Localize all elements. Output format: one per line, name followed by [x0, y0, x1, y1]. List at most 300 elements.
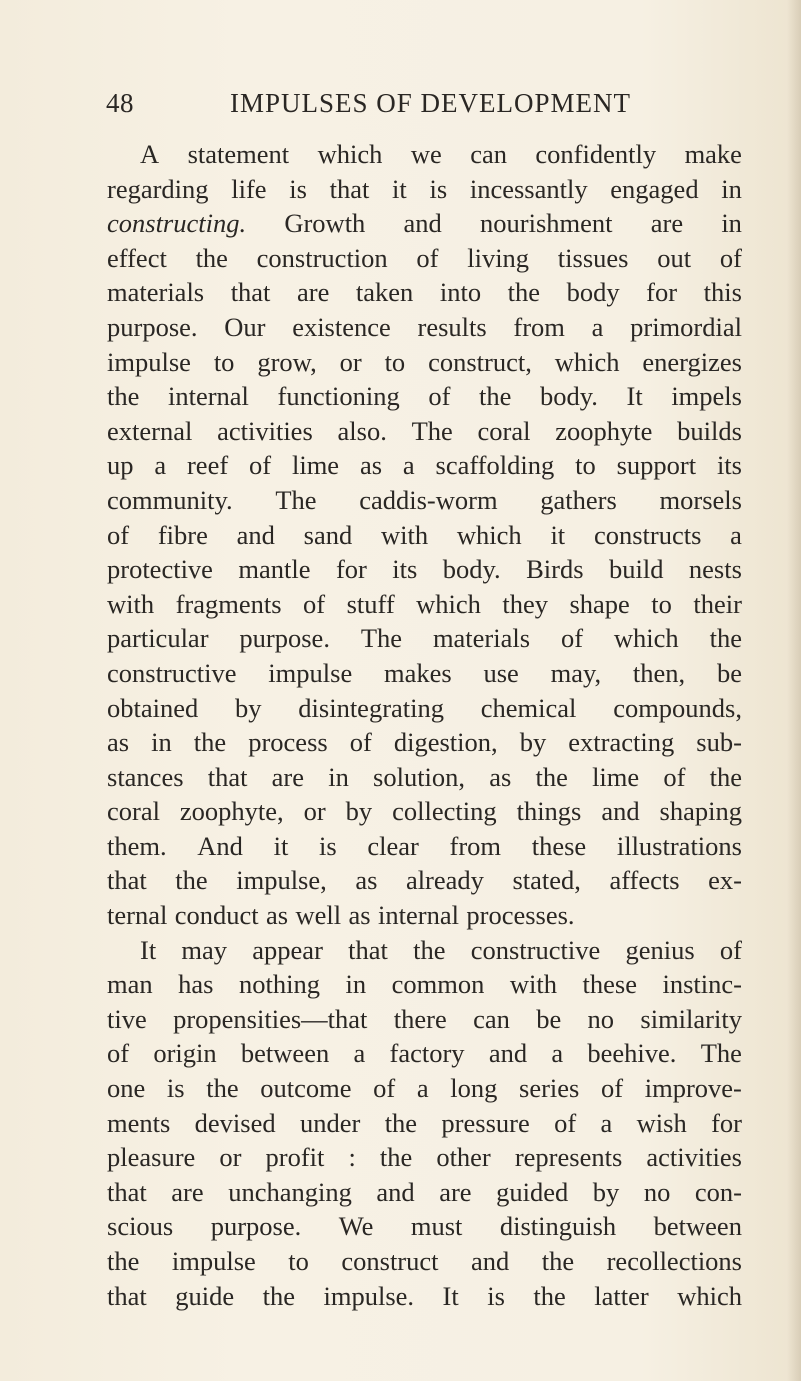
- word: of: [428, 381, 451, 412]
- word: impulse,: [236, 865, 327, 896]
- word: of: [373, 1073, 396, 1104]
- word: scious: [107, 1211, 174, 1242]
- word: scaffolding: [435, 450, 555, 481]
- text-line: [107, 518, 742, 553]
- word: be: [536, 1003, 562, 1034]
- word: it: [273, 830, 289, 861]
- word: a: [154, 450, 167, 481]
- word: of: [719, 242, 742, 273]
- word: the: [195, 242, 228, 273]
- word: incessantly: [469, 173, 588, 204]
- word: We: [338, 1211, 374, 1242]
- word: may: [181, 934, 228, 965]
- word: compounds,: [613, 692, 742, 723]
- word: energizes: [642, 346, 742, 377]
- word: tissues: [557, 242, 629, 273]
- word: in: [151, 727, 172, 758]
- text-line: [107, 863, 742, 898]
- word: which: [554, 346, 620, 377]
- word: are: [297, 277, 330, 308]
- word: internal: [378, 900, 459, 931]
- word: for: [646, 277, 678, 308]
- text-line: [107, 241, 742, 276]
- word: a: [353, 1038, 366, 1069]
- word: ternal: [107, 900, 168, 931]
- word: one: [107, 1073, 146, 1104]
- word: a: [600, 1107, 613, 1138]
- text-line: [107, 967, 742, 1002]
- word: ex-: [708, 865, 742, 896]
- text-line: [107, 552, 742, 587]
- word: It: [442, 1280, 459, 1311]
- word: under: [299, 1107, 361, 1138]
- word: stuff: [346, 588, 395, 619]
- word: of: [601, 1073, 624, 1104]
- running-head: IMPULSES OF DEVELOPMENT: [230, 88, 632, 118]
- word: of: [107, 519, 130, 550]
- word: The: [700, 1038, 742, 1069]
- word: that: [230, 277, 271, 308]
- word: is: [166, 1073, 185, 1104]
- word: that: [107, 1280, 147, 1311]
- word: constructive: [470, 934, 601, 965]
- text-line: [107, 1244, 742, 1279]
- word: chemical: [480, 692, 577, 723]
- word: confidently: [535, 139, 657, 169]
- text-line: [107, 898, 742, 933]
- word: these: [582, 969, 637, 1000]
- word: reef: [186, 450, 229, 481]
- word: latter: [594, 1280, 649, 1311]
- word: origin: [153, 1038, 217, 1069]
- word: distinguish: [499, 1211, 617, 1242]
- word: be: [716, 657, 742, 688]
- word: impulse.: [323, 1280, 415, 1311]
- word: obtained: [107, 692, 199, 723]
- word: to: [575, 450, 596, 481]
- word: other: [436, 1142, 491, 1173]
- word: by: [235, 692, 262, 723]
- word: or: [339, 346, 362, 377]
- text-line: [107, 1279, 742, 1314]
- word: The: [411, 415, 453, 446]
- word: that: [348, 934, 388, 965]
- word: purpose.: [107, 311, 198, 342]
- word: the: [193, 727, 227, 758]
- word: no: [643, 1176, 671, 1207]
- word: improve-: [644, 1073, 742, 1104]
- word: nests: [688, 554, 742, 585]
- word: in: [328, 761, 349, 792]
- word: or: [219, 1142, 242, 1173]
- word: nothing: [238, 969, 320, 1000]
- word: which: [416, 588, 481, 619]
- word: a: [551, 1038, 564, 1069]
- word: its: [392, 554, 418, 585]
- word: of: [560, 623, 584, 654]
- word: And: [197, 830, 243, 861]
- word: stances: [107, 761, 184, 792]
- word: propensities—that: [173, 1003, 368, 1034]
- word: fragments: [175, 588, 282, 619]
- word: they: [502, 588, 549, 619]
- word: by: [592, 1176, 620, 1207]
- word: the: [107, 381, 140, 412]
- word: the: [262, 1280, 295, 1311]
- word: fibre: [157, 519, 208, 550]
- word: It: [626, 381, 643, 412]
- word: which: [613, 623, 679, 654]
- word: outcome: [260, 1073, 352, 1104]
- word: constructing.: [107, 208, 247, 239]
- word: Our: [224, 311, 266, 342]
- word: existence: [292, 311, 391, 342]
- word: conduct: [174, 900, 259, 931]
- text-line: [107, 1071, 742, 1106]
- word: functioning: [277, 381, 400, 412]
- word: factory: [389, 1038, 465, 1069]
- word: grow,: [257, 346, 317, 377]
- word: it: [550, 519, 566, 550]
- word: body: [566, 277, 620, 308]
- text-line: [107, 275, 742, 310]
- word: of: [107, 1038, 130, 1069]
- word: also.: [337, 415, 387, 446]
- word: a: [416, 1073, 429, 1104]
- word: in: [721, 208, 742, 239]
- word: which: [677, 1280, 742, 1311]
- word: collecting: [392, 796, 497, 827]
- word: materials: [432, 623, 531, 654]
- word: gathers: [540, 484, 617, 515]
- word: things: [516, 796, 582, 827]
- word: as: [266, 900, 289, 931]
- word: the: [535, 761, 568, 792]
- word: by: [345, 796, 373, 827]
- word: con-: [694, 1176, 742, 1207]
- word: guide: [175, 1280, 235, 1311]
- word: living: [467, 242, 530, 273]
- text-line: [107, 1036, 742, 1071]
- word: guided: [496, 1176, 569, 1207]
- text-line: [107, 1175, 742, 1210]
- word: process: [248, 727, 328, 758]
- word: life: [231, 173, 267, 204]
- word: Birds: [526, 554, 584, 585]
- text-line: [107, 621, 742, 656]
- word: that: [107, 865, 147, 896]
- word: make: [684, 139, 742, 169]
- word: recollections: [606, 1246, 742, 1276]
- word: activities: [217, 415, 313, 446]
- word: impulse: [171, 1246, 256, 1276]
- text-line: [107, 379, 742, 414]
- text-line: [107, 137, 742, 172]
- word: into: [439, 277, 482, 308]
- word: constructs: [593, 519, 702, 550]
- word: internal: [167, 381, 249, 412]
- text-line: [107, 691, 742, 726]
- word: this: [703, 277, 742, 308]
- word: purpose.: [210, 1211, 302, 1242]
- word: construct,: [428, 346, 532, 377]
- word: The: [275, 484, 317, 515]
- word: and: [471, 1246, 510, 1276]
- word: with: [107, 588, 155, 619]
- word: statement: [187, 139, 290, 169]
- word: the: [533, 1280, 566, 1311]
- word: to: [384, 346, 406, 377]
- word: to: [651, 588, 672, 619]
- word: materials: [107, 277, 205, 308]
- word: lime: [592, 761, 640, 792]
- word: purpose.: [239, 623, 330, 654]
- word: is: [289, 173, 307, 204]
- word: of: [416, 242, 439, 273]
- word: that: [207, 761, 248, 792]
- word: can: [473, 1003, 510, 1034]
- word: unchanging: [228, 1176, 352, 1207]
- word: the: [507, 277, 541, 308]
- word: to: [213, 346, 235, 377]
- word: builds: [677, 415, 742, 446]
- word: ments: [107, 1107, 171, 1138]
- word: community.: [107, 484, 233, 515]
- word: and: [376, 1176, 415, 1207]
- text-line: [107, 1002, 742, 1037]
- word: of: [719, 934, 742, 965]
- word: wish: [636, 1107, 687, 1138]
- word: series: [519, 1073, 580, 1104]
- word: A: [140, 139, 160, 169]
- word: from: [513, 311, 565, 342]
- word: impels: [671, 381, 742, 412]
- word: impulse: [107, 346, 191, 377]
- word: devised: [194, 1107, 276, 1138]
- word: The: [360, 623, 403, 654]
- word: profit: [265, 1142, 325, 1173]
- word: and: [403, 208, 442, 239]
- word: disintegrating: [298, 692, 445, 723]
- word: primordial: [630, 311, 742, 342]
- word: a: [591, 311, 604, 342]
- word: the: [541, 1246, 575, 1276]
- word: is: [487, 1280, 505, 1311]
- word: in: [345, 969, 367, 1000]
- word: which: [317, 139, 383, 169]
- page-header: [106, 88, 634, 122]
- word: use: [483, 657, 519, 688]
- word: zoophyte,: [179, 796, 284, 827]
- word: them.: [107, 830, 167, 861]
- word: its: [716, 450, 742, 481]
- word: by: [519, 727, 547, 758]
- word: or: [303, 796, 326, 827]
- word: that: [107, 1176, 147, 1207]
- word: Growth: [284, 208, 366, 239]
- word: results: [417, 311, 487, 342]
- word: clear: [367, 830, 419, 861]
- word: as: [348, 900, 371, 931]
- word: the: [709, 623, 742, 654]
- word: particular: [107, 623, 209, 654]
- text-line: [107, 414, 742, 449]
- text-line: [107, 448, 742, 483]
- word: affects: [609, 865, 680, 896]
- word: instinc-: [662, 969, 742, 1000]
- word: coral: [477, 415, 531, 446]
- word: the: [413, 934, 446, 965]
- word: a: [402, 450, 415, 481]
- text-line: [107, 483, 742, 518]
- word: caddis-worm: [359, 484, 498, 515]
- text-line: [107, 829, 742, 864]
- word: with: [381, 519, 429, 550]
- word: digestion,: [393, 727, 498, 758]
- word: a: [730, 519, 742, 550]
- word: the: [479, 381, 512, 412]
- word: between: [653, 1211, 742, 1242]
- word: illustrations: [616, 830, 742, 861]
- word: solution,: [373, 761, 466, 792]
- word: out: [657, 242, 692, 273]
- word: morsels: [659, 484, 742, 515]
- word: are: [439, 1176, 472, 1207]
- word: well: [295, 900, 342, 931]
- word: as: [359, 450, 383, 481]
- word: of: [554, 1107, 577, 1138]
- text-line: [107, 656, 742, 691]
- text-line: [107, 1106, 742, 1141]
- word: man: [107, 969, 153, 1000]
- word: beehive.: [587, 1038, 677, 1069]
- text-line: [107, 794, 742, 829]
- page-number: 48: [106, 88, 134, 118]
- text-line: [107, 310, 742, 345]
- word: already: [405, 865, 484, 896]
- word: nourishment: [480, 208, 613, 239]
- word: and: [601, 796, 640, 827]
- text-line: [107, 172, 742, 207]
- word: processes.: [466, 900, 575, 931]
- word: the: [709, 761, 742, 792]
- word: are: [650, 208, 684, 239]
- word: and: [488, 1038, 528, 1069]
- word: then,: [632, 657, 686, 688]
- word: as: [489, 761, 512, 792]
- word: sand: [303, 519, 353, 550]
- word: with: [509, 969, 558, 1000]
- word: long: [450, 1073, 498, 1104]
- text-line: [107, 587, 742, 622]
- word: body.: [442, 554, 501, 585]
- word: taken: [355, 277, 414, 308]
- word: the: [107, 1246, 140, 1276]
- word: and: [236, 519, 275, 550]
- word: is: [429, 173, 448, 204]
- word: is: [319, 830, 337, 861]
- word: regarding: [107, 173, 209, 204]
- word: represents: [514, 1142, 623, 1173]
- word: can: [470, 139, 507, 169]
- text-line: [107, 345, 742, 380]
- word: it: [392, 173, 407, 204]
- word: activities: [646, 1142, 742, 1173]
- word: for: [335, 554, 367, 585]
- word: are: [271, 761, 305, 792]
- text-line: [107, 933, 742, 968]
- word: as: [355, 865, 378, 896]
- text-line: [107, 760, 742, 795]
- text-line: [107, 1209, 742, 1244]
- word: sub-: [696, 727, 742, 758]
- word: to: [288, 1246, 309, 1276]
- word: from: [449, 830, 502, 861]
- word: build: [609, 554, 664, 585]
- word: pleasure: [107, 1142, 196, 1173]
- word: the: [384, 1107, 418, 1138]
- word: shaping: [659, 796, 742, 827]
- text-line: [107, 1140, 742, 1175]
- word: impulse: [268, 657, 353, 688]
- word: stated,: [512, 865, 581, 896]
- word: shape: [569, 588, 630, 619]
- word: these: [531, 830, 587, 861]
- word: of: [349, 727, 372, 758]
- word: of: [249, 450, 272, 481]
- word: external: [107, 415, 193, 446]
- text-line: [107, 725, 742, 760]
- word: makes: [384, 657, 452, 688]
- word: extracting: [568, 727, 675, 758]
- word: protective: [107, 554, 213, 585]
- word: :: [348, 1142, 356, 1173]
- word: of: [303, 588, 326, 619]
- word: of: [663, 761, 686, 792]
- word: engaged: [610, 173, 699, 204]
- word: common: [391, 969, 485, 1000]
- word: has: [178, 969, 214, 1000]
- word: as: [107, 727, 130, 758]
- word: we: [410, 139, 442, 169]
- word: pressure: [441, 1107, 530, 1138]
- word: coral: [107, 796, 160, 827]
- word: may,: [550, 657, 602, 688]
- word: no: [587, 1003, 615, 1034]
- word: appear: [252, 934, 323, 965]
- word: construct: [341, 1246, 439, 1276]
- word: It: [140, 934, 157, 965]
- word: the: [206, 1073, 239, 1104]
- text-line: [107, 206, 742, 241]
- page-edge-shadow: [787, 0, 801, 1381]
- word: there: [393, 1003, 447, 1034]
- word: body.: [540, 381, 598, 412]
- word: for: [711, 1107, 742, 1138]
- word: which: [456, 519, 522, 550]
- word: their: [693, 588, 742, 619]
- word: that: [329, 173, 370, 204]
- body-text: [107, 137, 742, 1313]
- word: between: [240, 1038, 330, 1069]
- word: must: [410, 1211, 463, 1242]
- word: effect: [107, 242, 167, 273]
- word: constructive: [107, 657, 237, 688]
- word: the: [175, 865, 208, 896]
- word: mantle: [238, 554, 311, 585]
- word: construction: [256, 242, 388, 273]
- word: the: [379, 1142, 413, 1173]
